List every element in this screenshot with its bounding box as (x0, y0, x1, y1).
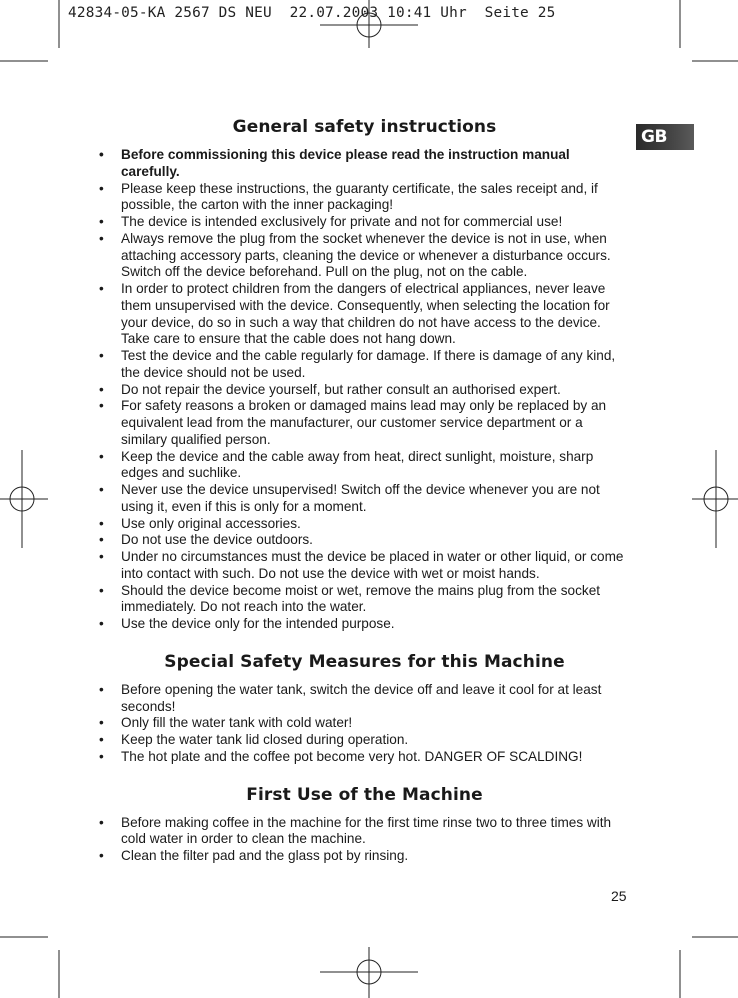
list-item: • Never use the device unsupervised! Switch off the device whenever you are not using it, even if this is only for a moment. (99, 482, 600, 514)
list-item: • Please keep these instructions, the guaranty certificate, the sales receipt and, if possible, the carton with the inner packaging! (99, 180, 598, 213)
list-item: • Clean the filter pad and the glass pot by rinsing. (99, 848, 409, 863)
section-title-special-safety: Special Safety Measures for this Machine (164, 651, 565, 672)
list-item: • For safety reasons a broken or damaged mains lead may only be replaced by an equivalent lead from the manufacturer, our customer service department or a similary qualified person. (99, 398, 607, 447)
print-slug: 42834-05-KA 2567 DS NEU 22.07.2003 10:41 Uhr Seite 25 (68, 5, 556, 21)
list-item: • Should the device become moist or wet, remove the mains plug from the socket immediately. Do not reach into the water. (99, 582, 601, 615)
list-item: • Only fill the water tank with cold water! (99, 715, 353, 731)
registration-mark-left (0, 450, 48, 548)
list-item: • The device is intended exclusively for private and not for commercial use! (99, 214, 563, 229)
page-content (97, 117, 632, 865)
list-item: • Test the device and the cable regularly for damage. If there is damage of any kind, the device should not be used. (99, 348, 616, 380)
list-item: • Before commissioning this device please read the instruction manual carefully. (99, 147, 570, 179)
list-item: • Keep the device and the cable away from heat, direct sunlight, moisture, sharp edges and suchlike. (99, 448, 594, 481)
list-item: • Use the device only for the intended purpose. (99, 616, 395, 631)
list-item: • In order to protect children from the dangers of electrical appliances, never leave them unsupervised with the device. Consequently, when selecting the location for your device, do so in such a way that children do not have access to the device. Take care to ensure that the cable does not hang down. (99, 281, 610, 347)
list-item: • Use only original accessories. (99, 515, 301, 531)
section-title-general-safety: General safety instructions (232, 117, 497, 137)
registration-mark-right (692, 450, 738, 548)
first-use-list (97, 815, 632, 865)
list-item: • Do not use the device outdoors. (99, 532, 313, 548)
section-title-first-use: First Use of the Machine (246, 784, 483, 805)
registration-mark-bottom (320, 947, 418, 998)
registration-mark-top (320, 0, 418, 48)
page-number: 25 (611, 888, 627, 904)
list-item: • Before making coffee in the machine for the first time rinse two to three times with cold water in order to clean the machine. (99, 814, 612, 847)
list-item: • Do not repair the device yourself, but rather consult an authorised expert. (99, 381, 561, 397)
list-item: • Always remove the plug from the socket whenever the device is not in use, when attaching accessory parts, cleaning the device or whenever a disturbance occurs. Switch off the device beforehand. Pull on the plug, not on the cable. (99, 230, 611, 280)
list-item: • The hot plate and the coffee pot become very hot. DANGER OF SCALDING! (99, 748, 583, 764)
general-safety-list (97, 147, 632, 633)
special-safety-list (97, 682, 632, 766)
list-item: • Under no circumstances must the device be placed in water or other liquid, or come into contact with such. Do not use the device with wet or moist hands. (99, 549, 624, 581)
list-item: • Keep the water tank lid closed during operation. (99, 732, 409, 747)
list-item: • Before opening the water tank, switch the device off and leave it cool for at least seconds! (99, 681, 602, 714)
language-badge: GB (636, 124, 694, 150)
